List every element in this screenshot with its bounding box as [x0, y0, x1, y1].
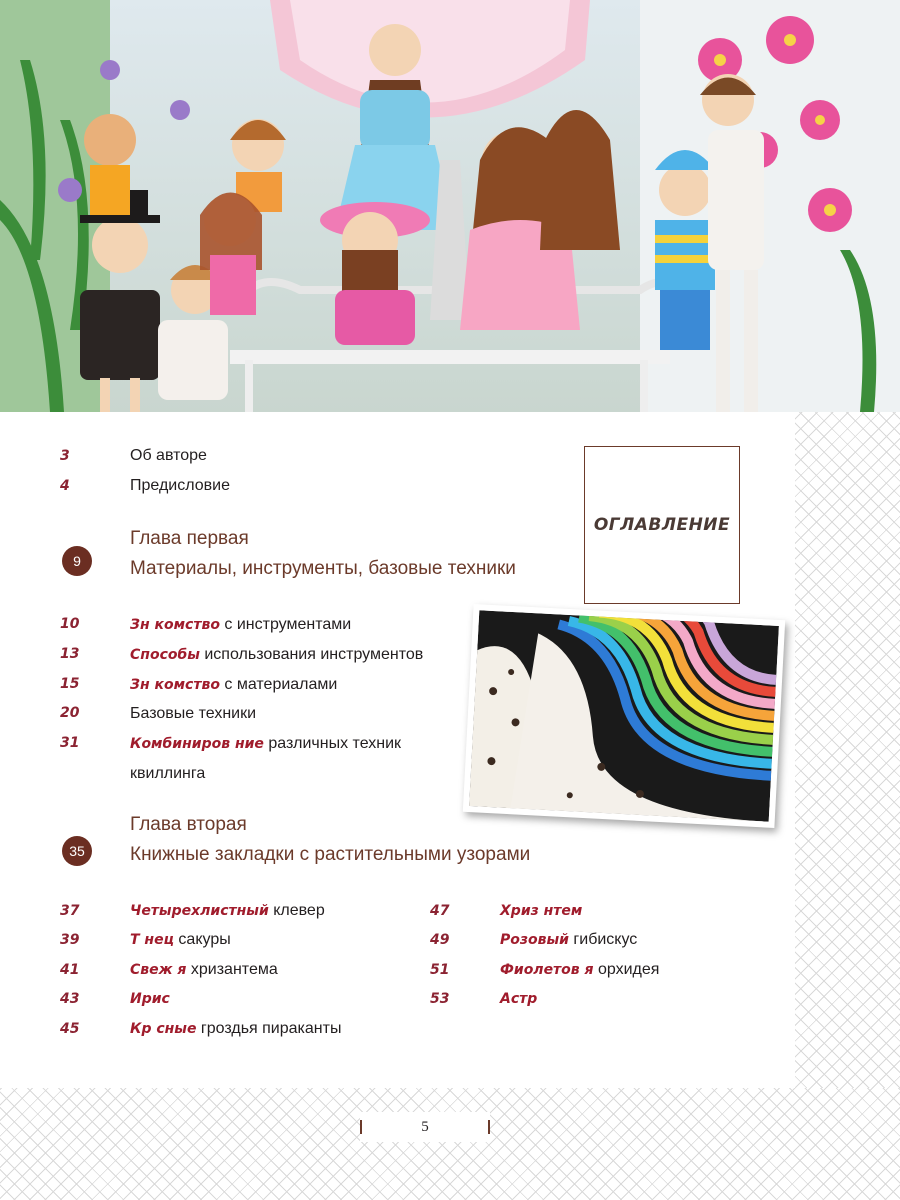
toc-entry-text: сакуры [173, 931, 231, 948]
toc-page-number: 31 [60, 735, 80, 751]
toc-entry[interactable] [130, 646, 423, 664]
toc-entry[interactable] [500, 931, 637, 949]
toc-entry-text: с материалами [219, 676, 338, 693]
toc-entry-text: клевер [268, 902, 325, 919]
toc-entry-keyword: Хриз нтем [500, 903, 583, 919]
paper-strips-photo [463, 604, 785, 828]
toc-entry-text: с инструментами [219, 616, 352, 633]
toc-page-number: 20 [60, 705, 80, 721]
toc-entry-text: гроздья пираканты [196, 1020, 342, 1037]
toc-entry-text: гибискус [568, 931, 638, 948]
toc-entry-keyword: Т нец [130, 932, 174, 948]
toc-entry-keyword: Астр [500, 991, 538, 1007]
toc-page-number: 37 [60, 903, 80, 919]
toc-page-number: 49 [430, 932, 450, 948]
toc-entry-preface[interactable]: Предисловие [130, 477, 230, 494]
toc-entry-keyword: Комбиниров ние [130, 736, 264, 752]
toc-entry-keyword: Способы [130, 647, 200, 663]
chapter2-page-badge-number: 35 [69, 843, 85, 859]
chapter1-title[interactable]: Глава первая [130, 528, 249, 549]
toc-entry[interactable] [130, 616, 351, 634]
toc-entry-text: хризантема [186, 961, 278, 978]
toc-page-number: 3 [60, 448, 70, 464]
toc-page-number: 43 [60, 991, 80, 1007]
lattice-background-right [795, 412, 900, 1200]
toc-entry[interactable] [130, 961, 278, 979]
lattice-background-bottom [0, 1088, 900, 1200]
toc-entry-keyword: Фиолетов я [500, 962, 594, 978]
toc-entry[interactable] [500, 961, 659, 979]
toc-entry[interactable] [130, 735, 401, 753]
toc-page-number: 45 [60, 1021, 80, 1037]
page-number: 5 [421, 1118, 429, 1135]
toc-entry-keyword: Зн комство [130, 677, 220, 693]
toc-entry[interactable] [130, 990, 170, 1008]
toc-entry-text: использования инструментов [199, 646, 424, 663]
folio-left-bar [360, 1120, 362, 1134]
toc-page-number: 53 [430, 991, 450, 1007]
toc-title: ОГЛАВЛЕНИЕ [593, 515, 731, 535]
page-folio [360, 1112, 490, 1142]
toc-entry-keyword: Четырехлистный [130, 903, 269, 919]
toc-entry[interactable] [130, 902, 325, 920]
toc-entry[interactable]: Базовые техники [130, 705, 257, 722]
chapter2-title[interactable]: Глава вторая [130, 814, 247, 835]
toc-entry-keyword: Кр сные [130, 1021, 197, 1037]
toc-entry[interactable] [500, 902, 582, 920]
chapter1-page-badge-number: 9 [73, 553, 81, 569]
toc-page-number: 47 [430, 903, 450, 919]
toc-entry-keyword: Свеж я [130, 962, 187, 978]
toc-entry-continuation[interactable]: квиллинга [130, 765, 206, 782]
chapter1-subtitle[interactable]: Материалы, инструменты, базовые техники [130, 558, 516, 579]
toc-page-number: 4 [60, 478, 70, 494]
toc-page-number: 39 [60, 932, 80, 948]
toc-entry-text: различных техник [263, 735, 402, 752]
chapter2-page-badge [62, 836, 92, 866]
folio-right-bar [488, 1120, 490, 1134]
toc-entry[interactable] [130, 676, 337, 694]
toc-page-number: 51 [430, 962, 450, 978]
toc-entry-keyword: Розовый [500, 932, 569, 948]
toc-page-number: 41 [60, 962, 80, 978]
chapter1-page-badge [62, 546, 92, 576]
toc-entry-text: орхидея [593, 961, 660, 978]
toc-entry-keyword: Зн комство [130, 617, 220, 633]
toc-entry-keyword: Ирис [130, 991, 170, 1007]
toc-page-number: 13 [60, 646, 80, 662]
hero-photo [0, 0, 900, 412]
toc-heading-box [584, 446, 740, 604]
toc-entry[interactable] [130, 1020, 341, 1038]
toc-page-number: 10 [60, 616, 80, 632]
toc-entry[interactable] [500, 990, 537, 1008]
toc-entry-about-author[interactable]: Об авторе [130, 447, 207, 464]
toc-page-number: 15 [60, 676, 80, 692]
toc-entry[interactable] [130, 931, 231, 949]
chapter2-subtitle[interactable]: Книжные закладки с растительными узорами [130, 844, 531, 865]
